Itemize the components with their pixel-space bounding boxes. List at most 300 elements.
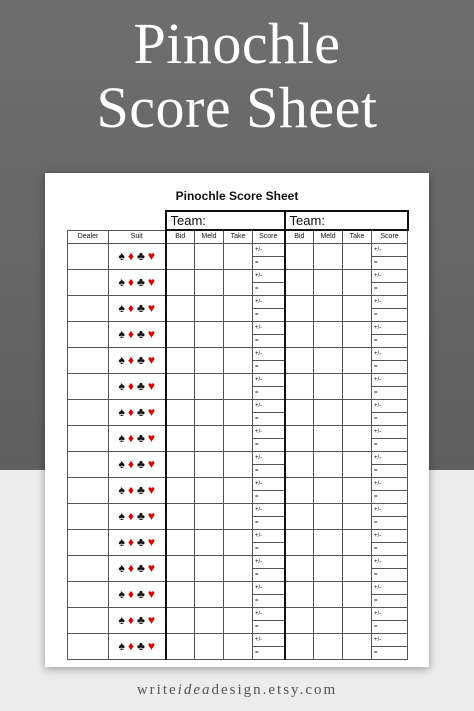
spade-icon[interactable]: ♠ bbox=[118, 639, 125, 653]
team-2-score-cell[interactable] bbox=[372, 347, 408, 373]
heart-icon[interactable]: ♥ bbox=[147, 587, 155, 601]
suit-cell[interactable] bbox=[109, 373, 166, 399]
table-row bbox=[68, 529, 408, 555]
suit-cell[interactable] bbox=[109, 347, 166, 373]
equals-mark: = bbox=[374, 389, 378, 396]
club-icon[interactable]: ♣ bbox=[137, 275, 145, 289]
team-2-meld-cell[interactable] bbox=[314, 399, 343, 425]
team-1-label[interactable]: Team: bbox=[166, 211, 285, 230]
table-row bbox=[68, 633, 408, 659]
team-1-score-cell[interactable] bbox=[253, 529, 285, 555]
diamond-icon[interactable]: ♦ bbox=[127, 353, 134, 367]
team-2-take-cell[interactable] bbox=[343, 321, 372, 347]
dealer-cell[interactable] bbox=[68, 373, 109, 399]
team-1-take-cell[interactable] bbox=[224, 425, 253, 451]
spade-icon[interactable]: ♠ bbox=[118, 457, 125, 471]
club-icon[interactable]: ♣ bbox=[137, 431, 145, 445]
team-1-meld-cell[interactable] bbox=[195, 347, 224, 373]
team-1-meld-cell[interactable] bbox=[195, 243, 224, 269]
team-1-take-cell[interactable] bbox=[224, 555, 253, 581]
spade-icon[interactable]: ♠ bbox=[118, 379, 125, 393]
footer-part-1: write bbox=[136, 682, 178, 698]
team-2-meld-cell[interactable] bbox=[314, 243, 343, 269]
plus-minus-mark: +/- bbox=[372, 582, 407, 595]
team-1-score-cell[interactable] bbox=[253, 295, 285, 321]
team-1-score-cell[interactable] bbox=[253, 243, 285, 269]
dealer-cell[interactable] bbox=[68, 321, 109, 347]
equals-mark: = bbox=[374, 467, 378, 474]
team-2-meld-cell[interactable] bbox=[314, 477, 343, 503]
team-2-score-cell[interactable] bbox=[372, 607, 408, 633]
team-1-take-header: Take bbox=[224, 230, 253, 243]
team-2-bid-cell[interactable] bbox=[285, 555, 314, 581]
dealer-cell[interactable] bbox=[68, 503, 109, 529]
plus-minus-mark: +/- bbox=[372, 504, 407, 517]
equals-mark: = bbox=[255, 389, 259, 396]
suit-cell[interactable] bbox=[109, 503, 166, 529]
team-1-bid-cell[interactable] bbox=[166, 243, 195, 269]
team-2-take-cell[interactable] bbox=[343, 295, 372, 321]
team-1-score-cell[interactable] bbox=[253, 347, 285, 373]
suit-cell[interactable] bbox=[109, 425, 166, 451]
table-row bbox=[68, 373, 408, 399]
equals-mark: = bbox=[255, 571, 259, 578]
team-2-score-cell[interactable] bbox=[372, 269, 408, 295]
team-2-score-cell[interactable] bbox=[372, 451, 408, 477]
team-1-score-cell[interactable] bbox=[253, 633, 285, 659]
team-2-bid-cell[interactable] bbox=[285, 321, 314, 347]
team-1-bid-cell[interactable] bbox=[166, 581, 195, 607]
suit-cell[interactable] bbox=[109, 555, 166, 581]
team-2-bid-cell[interactable] bbox=[285, 243, 314, 269]
team-2-meld-cell[interactable] bbox=[314, 373, 343, 399]
heart-icon[interactable]: ♥ bbox=[147, 249, 155, 263]
team-2-bid-cell[interactable] bbox=[285, 425, 314, 451]
team-1-bid-cell[interactable] bbox=[166, 477, 195, 503]
team-1-bid-cell[interactable] bbox=[166, 347, 195, 373]
team-2-take-cell[interactable] bbox=[343, 425, 372, 451]
table-row bbox=[68, 347, 408, 373]
suit-cell[interactable] bbox=[109, 321, 166, 347]
diamond-icon[interactable]: ♦ bbox=[127, 587, 134, 601]
club-icon[interactable]: ♣ bbox=[137, 483, 145, 497]
club-icon[interactable]: ♣ bbox=[137, 327, 145, 341]
team-1-meld-cell[interactable] bbox=[195, 321, 224, 347]
team-2-take-cell[interactable] bbox=[343, 373, 372, 399]
suit-cell[interactable] bbox=[109, 451, 166, 477]
team-1-bid-cell[interactable] bbox=[166, 321, 195, 347]
footer-part-2: idea bbox=[177, 682, 212, 698]
diamond-icon[interactable]: ♦ bbox=[127, 535, 134, 549]
club-icon[interactable]: ♣ bbox=[137, 613, 145, 627]
dealer-cell[interactable] bbox=[68, 399, 109, 425]
heart-icon[interactable]: ♥ bbox=[147, 509, 155, 523]
equals-mark: = bbox=[255, 311, 259, 318]
heart-icon[interactable]: ♥ bbox=[147, 561, 155, 575]
footer-url bbox=[0, 682, 474, 699]
team-1-bid-cell[interactable] bbox=[166, 529, 195, 555]
team-2-score-cell[interactable] bbox=[372, 529, 408, 555]
team-1-take-cell[interactable] bbox=[224, 399, 253, 425]
spade-icon[interactable]: ♠ bbox=[118, 431, 125, 445]
team-1-take-cell[interactable] bbox=[224, 529, 253, 555]
team-1-meld-cell[interactable] bbox=[195, 373, 224, 399]
team-2-take-header: Take bbox=[343, 230, 372, 243]
plus-minus-mark: +/- bbox=[372, 244, 407, 257]
team-2-bid-cell[interactable] bbox=[285, 529, 314, 555]
equals-mark: = bbox=[374, 441, 378, 448]
team-2-take-cell[interactable] bbox=[343, 243, 372, 269]
team-2-meld-cell[interactable] bbox=[314, 633, 343, 659]
team-2-meld-cell[interactable] bbox=[314, 607, 343, 633]
equals-mark: = bbox=[255, 337, 259, 344]
equals-mark: = bbox=[374, 519, 378, 526]
team-1-meld-header: Meld bbox=[195, 230, 224, 243]
suit-cell[interactable] bbox=[109, 633, 166, 659]
heart-icon[interactable]: ♥ bbox=[147, 613, 155, 627]
team-2-bid-cell[interactable] bbox=[285, 581, 314, 607]
suit-cell[interactable] bbox=[109, 399, 166, 425]
team-2-take-cell[interactable] bbox=[343, 451, 372, 477]
spade-icon[interactable]: ♠ bbox=[118, 301, 125, 315]
team-2-bid-cell[interactable] bbox=[285, 269, 314, 295]
heart-icon[interactable]: ♥ bbox=[147, 379, 155, 393]
heart-icon[interactable]: ♥ bbox=[147, 405, 155, 419]
dealer-cell[interactable] bbox=[68, 607, 109, 633]
equals-mark: = bbox=[255, 259, 259, 266]
team-1-score-cell[interactable] bbox=[253, 581, 285, 607]
team-1-take-cell[interactable] bbox=[224, 477, 253, 503]
plus-minus-mark: +/- bbox=[253, 322, 284, 335]
team-1-meld-cell[interactable] bbox=[195, 529, 224, 555]
team-2-meld-cell[interactable] bbox=[314, 581, 343, 607]
team-2-meld-cell[interactable] bbox=[314, 425, 343, 451]
table-row bbox=[68, 607, 408, 633]
spade-icon[interactable]: ♠ bbox=[118, 535, 125, 549]
plus-minus-mark: +/- bbox=[372, 270, 407, 283]
plus-minus-mark: +/- bbox=[253, 374, 284, 387]
team-2-take-cell[interactable] bbox=[343, 503, 372, 529]
club-icon[interactable]: ♣ bbox=[137, 457, 145, 471]
club-icon[interactable]: ♣ bbox=[137, 535, 145, 549]
heart-icon[interactable]: ♥ bbox=[147, 431, 155, 445]
team-2-meld-header: Meld bbox=[314, 230, 343, 243]
heart-icon[interactable]: ♥ bbox=[147, 639, 155, 653]
dealer-cell[interactable] bbox=[68, 581, 109, 607]
team-1-score-cell[interactable] bbox=[253, 607, 285, 633]
team-2-score-cell[interactable] bbox=[372, 399, 408, 425]
suit-header: Suit bbox=[109, 230, 166, 243]
team-2-take-cell[interactable] bbox=[343, 347, 372, 373]
team-1-meld-cell[interactable] bbox=[195, 425, 224, 451]
team-1-take-cell[interactable] bbox=[224, 269, 253, 295]
team-1-meld-cell[interactable] bbox=[195, 607, 224, 633]
team-1-score-cell[interactable] bbox=[253, 555, 285, 581]
dealer-cell[interactable] bbox=[68, 425, 109, 451]
equals-mark: = bbox=[374, 337, 378, 344]
spade-icon[interactable]: ♠ bbox=[118, 483, 125, 497]
spade-icon[interactable]: ♠ bbox=[118, 509, 125, 523]
heart-icon[interactable]: ♥ bbox=[147, 483, 155, 497]
spade-icon[interactable]: ♠ bbox=[118, 249, 125, 263]
score-table bbox=[67, 210, 409, 660]
team-1-take-cell[interactable] bbox=[224, 295, 253, 321]
team-2-label[interactable]: Team: bbox=[285, 211, 408, 230]
dealer-cell[interactable] bbox=[68, 243, 109, 269]
team-2-take-cell[interactable] bbox=[343, 633, 372, 659]
diamond-icon[interactable]: ♦ bbox=[127, 301, 134, 315]
club-icon[interactable]: ♣ bbox=[137, 509, 145, 523]
team-2-take-cell[interactable] bbox=[343, 607, 372, 633]
equals-mark: = bbox=[374, 493, 378, 500]
spade-icon[interactable]: ♠ bbox=[118, 561, 125, 575]
club-icon[interactable]: ♣ bbox=[137, 639, 145, 653]
team-2-bid-cell[interactable] bbox=[285, 399, 314, 425]
team-1-take-cell[interactable] bbox=[224, 243, 253, 269]
team-2-bid-cell[interactable] bbox=[285, 373, 314, 399]
diamond-icon[interactable]: ♦ bbox=[127, 431, 134, 445]
club-icon[interactable]: ♣ bbox=[137, 353, 145, 367]
team-1-bid-cell[interactable] bbox=[166, 633, 195, 659]
team-1-meld-cell[interactable] bbox=[195, 503, 224, 529]
team-1-bid-cell[interactable] bbox=[166, 607, 195, 633]
suit-cell[interactable] bbox=[109, 581, 166, 607]
team-2-score-cell[interactable] bbox=[372, 425, 408, 451]
plus-minus-mark: +/- bbox=[253, 608, 284, 621]
team-2-score-cell[interactable] bbox=[372, 243, 408, 269]
team-1-meld-cell[interactable] bbox=[195, 269, 224, 295]
team-2-score-cell[interactable] bbox=[372, 555, 408, 581]
team-2-meld-cell[interactable] bbox=[314, 347, 343, 373]
equals-mark: = bbox=[255, 649, 259, 656]
team-2-take-cell[interactable] bbox=[343, 581, 372, 607]
equals-mark: = bbox=[374, 649, 378, 656]
team-2-take-cell[interactable] bbox=[343, 477, 372, 503]
team-1-bid-header: Bid bbox=[166, 230, 195, 243]
team-1-meld-cell[interactable] bbox=[195, 633, 224, 659]
dealer-cell[interactable] bbox=[68, 451, 109, 477]
team-1-score-cell[interactable] bbox=[253, 477, 285, 503]
diamond-icon[interactable]: ♦ bbox=[127, 275, 134, 289]
equals-mark: = bbox=[255, 623, 259, 630]
plus-minus-mark: +/- bbox=[372, 556, 407, 569]
team-1-bid-cell[interactable] bbox=[166, 295, 195, 321]
dealer-cell[interactable] bbox=[68, 633, 109, 659]
spade-icon[interactable]: ♠ bbox=[118, 613, 125, 627]
suit-cell[interactable] bbox=[109, 269, 166, 295]
team-1-meld-cell[interactable] bbox=[195, 581, 224, 607]
team-1-bid-cell[interactable] bbox=[166, 555, 195, 581]
team-2-score-cell[interactable] bbox=[372, 295, 408, 321]
team-2-meld-cell[interactable] bbox=[314, 503, 343, 529]
team-2-score-cell[interactable] bbox=[372, 477, 408, 503]
team-2-meld-cell[interactable] bbox=[314, 295, 343, 321]
club-icon[interactable]: ♣ bbox=[137, 587, 145, 601]
team-1-score-cell[interactable] bbox=[253, 373, 285, 399]
equals-mark: = bbox=[255, 415, 259, 422]
team-1-bid-cell[interactable] bbox=[166, 503, 195, 529]
table-row bbox=[68, 451, 408, 477]
dealer-cell[interactable] bbox=[68, 347, 109, 373]
heart-icon[interactable]: ♥ bbox=[147, 275, 155, 289]
heart-icon[interactable]: ♥ bbox=[147, 457, 155, 471]
suit-cell[interactable] bbox=[109, 529, 166, 555]
equals-mark: = bbox=[374, 363, 378, 370]
diamond-icon[interactable]: ♦ bbox=[127, 509, 134, 523]
spade-icon[interactable]: ♠ bbox=[118, 587, 125, 601]
table-row bbox=[68, 399, 408, 425]
table-row bbox=[68, 555, 408, 581]
team-2-score-cell[interactable] bbox=[372, 503, 408, 529]
dealer-cell[interactable] bbox=[68, 477, 109, 503]
table-row bbox=[68, 425, 408, 451]
equals-mark: = bbox=[374, 571, 378, 578]
team-1-meld-cell[interactable] bbox=[195, 295, 224, 321]
equals-mark: = bbox=[255, 441, 259, 448]
team-2-meld-cell[interactable] bbox=[314, 269, 343, 295]
spade-icon[interactable]: ♠ bbox=[118, 275, 125, 289]
club-icon[interactable]: ♣ bbox=[137, 405, 145, 419]
club-icon[interactable]: ♣ bbox=[137, 249, 145, 263]
plus-minus-mark: +/- bbox=[372, 478, 407, 491]
heart-icon[interactable]: ♥ bbox=[147, 535, 155, 549]
spade-icon[interactable]: ♠ bbox=[118, 405, 125, 419]
plus-minus-mark: +/- bbox=[372, 608, 407, 621]
diamond-icon[interactable]: ♦ bbox=[127, 561, 134, 575]
team-2-score-header: Score bbox=[372, 230, 408, 243]
club-icon[interactable]: ♣ bbox=[137, 561, 145, 575]
plus-minus-mark: +/- bbox=[253, 504, 284, 517]
team-1-score-cell[interactable] bbox=[253, 425, 285, 451]
plus-minus-mark: +/- bbox=[372, 322, 407, 335]
team-2-take-cell[interactable] bbox=[343, 399, 372, 425]
team-1-take-cell[interactable] bbox=[224, 373, 253, 399]
table-row bbox=[68, 295, 408, 321]
plus-minus-mark: +/- bbox=[372, 530, 407, 543]
plus-minus-mark: +/- bbox=[372, 348, 407, 361]
equals-mark: = bbox=[255, 519, 259, 526]
heart-icon[interactable]: ♥ bbox=[147, 353, 155, 367]
equals-mark: = bbox=[255, 467, 259, 474]
team-2-meld-cell[interactable] bbox=[314, 321, 343, 347]
diamond-icon[interactable]: ♦ bbox=[127, 379, 134, 393]
page-title bbox=[0, 12, 474, 140]
dealer-header: Dealer bbox=[68, 230, 109, 243]
team-2-take-cell[interactable] bbox=[343, 529, 372, 555]
diamond-icon[interactable]: ♦ bbox=[127, 457, 134, 471]
team-2-take-cell[interactable] bbox=[343, 555, 372, 581]
suit-cell[interactable] bbox=[109, 295, 166, 321]
suit-cell[interactable] bbox=[109, 477, 166, 503]
team-1-bid-cell[interactable] bbox=[166, 373, 195, 399]
team-1-meld-cell[interactable] bbox=[195, 399, 224, 425]
team-2-bid-cell[interactable] bbox=[285, 451, 314, 477]
team-1-score-cell[interactable] bbox=[253, 269, 285, 295]
plus-minus-mark: +/- bbox=[372, 296, 407, 309]
sheet-heading: Pinochle Score Sheet bbox=[175, 189, 299, 203]
team-2-bid-cell[interactable] bbox=[285, 295, 314, 321]
team-2-take-cell[interactable] bbox=[343, 269, 372, 295]
team-1-bid-cell[interactable] bbox=[166, 425, 195, 451]
diamond-icon[interactable]: ♦ bbox=[127, 327, 134, 341]
title-line-1: Pinochle bbox=[133, 11, 341, 76]
team-1-take-cell[interactable] bbox=[224, 633, 253, 659]
heart-icon[interactable]: ♥ bbox=[147, 327, 155, 341]
dealer-cell[interactable] bbox=[68, 269, 109, 295]
team-1-score-cell[interactable] bbox=[253, 399, 285, 425]
team-2-bid-cell[interactable] bbox=[285, 503, 314, 529]
team-1-bid-cell[interactable] bbox=[166, 269, 195, 295]
team-2-score-cell[interactable] bbox=[372, 321, 408, 347]
team-2-score-cell[interactable] bbox=[372, 633, 408, 659]
title-line-2: Score Sheet bbox=[96, 75, 378, 140]
team-2-meld-cell[interactable] bbox=[314, 529, 343, 555]
team-2-bid-header: Bid bbox=[285, 230, 314, 243]
diamond-icon[interactable]: ♦ bbox=[127, 639, 134, 653]
team-1-take-cell[interactable] bbox=[224, 321, 253, 347]
table-row bbox=[68, 243, 408, 269]
plus-minus-mark: +/- bbox=[253, 634, 284, 647]
team-2-score-cell[interactable] bbox=[372, 581, 408, 607]
equals-mark: = bbox=[374, 545, 378, 552]
equals-mark: = bbox=[374, 259, 378, 266]
team-2-bid-cell[interactable] bbox=[285, 477, 314, 503]
diamond-icon[interactable]: ♦ bbox=[127, 613, 134, 627]
team-1-take-cell[interactable] bbox=[224, 503, 253, 529]
team-1-score-cell[interactable] bbox=[253, 503, 285, 529]
team-2-bid-cell[interactable] bbox=[285, 607, 314, 633]
team-2-bid-cell[interactable] bbox=[285, 633, 314, 659]
plus-minus-mark: +/- bbox=[253, 530, 284, 543]
dealer-cell[interactable] bbox=[68, 555, 109, 581]
team-1-take-cell[interactable] bbox=[224, 347, 253, 373]
team-1-bid-cell[interactable] bbox=[166, 451, 195, 477]
dealer-cell[interactable] bbox=[68, 295, 109, 321]
spade-icon[interactable]: ♠ bbox=[118, 327, 125, 341]
diamond-icon[interactable]: ♦ bbox=[127, 483, 134, 497]
team-1-meld-cell[interactable] bbox=[195, 477, 224, 503]
suit-cell[interactable] bbox=[109, 243, 166, 269]
team-1-bid-cell[interactable] bbox=[166, 399, 195, 425]
club-icon[interactable]: ♣ bbox=[137, 301, 145, 315]
equals-mark: = bbox=[374, 597, 378, 604]
dealer-cell[interactable] bbox=[68, 529, 109, 555]
plus-minus-mark: +/- bbox=[372, 452, 407, 465]
diamond-icon[interactable]: ♦ bbox=[127, 405, 134, 419]
heart-icon[interactable]: ♥ bbox=[147, 301, 155, 315]
team-1-score-cell[interactable] bbox=[253, 321, 285, 347]
suit-cell[interactable] bbox=[109, 607, 166, 633]
score-sheet bbox=[45, 173, 429, 667]
spade-icon[interactable]: ♠ bbox=[118, 353, 125, 367]
equals-mark: = bbox=[255, 493, 259, 500]
team-2-bid-cell[interactable] bbox=[285, 347, 314, 373]
equals-mark: = bbox=[374, 311, 378, 318]
team-1-meld-cell[interactable] bbox=[195, 451, 224, 477]
team-2-meld-cell[interactable] bbox=[314, 451, 343, 477]
team-1-take-cell[interactable] bbox=[224, 607, 253, 633]
team-2-meld-cell[interactable] bbox=[314, 555, 343, 581]
team-1-meld-cell[interactable] bbox=[195, 555, 224, 581]
equals-mark: = bbox=[374, 285, 378, 292]
team-1-score-cell[interactable] bbox=[253, 451, 285, 477]
team-1-take-cell[interactable] bbox=[224, 451, 253, 477]
team-2-score-cell[interactable] bbox=[372, 373, 408, 399]
team-1-take-cell[interactable] bbox=[224, 581, 253, 607]
table-row bbox=[68, 269, 408, 295]
diamond-icon[interactable]: ♦ bbox=[127, 249, 134, 263]
club-icon[interactable]: ♣ bbox=[137, 379, 145, 393]
